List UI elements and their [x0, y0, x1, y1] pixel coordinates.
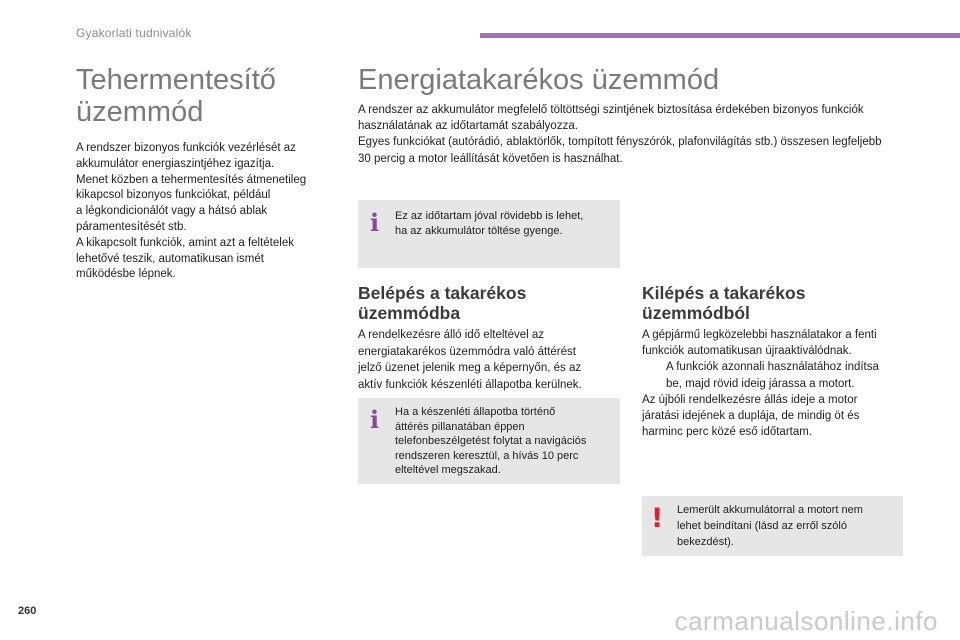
enter-section-body: A rendelkezésre álló idő elteltével az energiatakarékos üzemmódra való áttérést jelző üzenet jelenik meg a képernyőn, és az aktív funkciók készenléti állapotba kerülnek. [358, 329, 582, 391]
left-column [76, 64, 326, 283]
header-accent-bar [480, 33, 960, 38]
warning-box [642, 496, 903, 556]
page-number: 260 [18, 605, 37, 617]
section-title: Gyakorlati tudnivalók [76, 26, 192, 40]
exit-section-body [642, 327, 912, 440]
info-box-text: Ha a készenléti állapotba történő áttérés pillanatában éppen telefonbeszélgetést folytat a navigációs rendszeren keresztül, a hívás 10 perc elteltével megszakad. [395, 406, 587, 477]
watermark: carmanualsonline.info [674, 606, 938, 636]
info-icon: i [370, 405, 380, 434]
exit-bullet-text: A funkciók azonnali használatához indítsa be, majd rövid ideig járassa a motort. [666, 361, 879, 390]
exit-section-title: Kilépés a takarékos üzemmódból [642, 283, 806, 323]
warning-icon: ! [651, 503, 664, 534]
bullet-marker [642, 359, 666, 391]
left-title-line1: Tehermentesítő [76, 64, 276, 96]
exit-bullet [642, 359, 912, 391]
exit-para-1: A gépjármű legközelebbi használatakor a fenti funkciók automatikusan újraaktiválódnak. [642, 329, 877, 358]
intro-text: A rendszer az akkumulátor megfelelő töltöttségi szintjének biztosítása érdekében bizonyos funkciók használatának az időtartamát szabályozza. Egyes funkciókat (autórádió, ablaktörlők, tompított fényszórók, plafonvilágítás stb.) összesen legfeljebb 30 percig a motor leállítását követően is használhat. [358, 104, 882, 165]
enter-section-title: Belépés a takarékos üzemmódba [358, 283, 527, 323]
warning-text: Lemerült akkumulátorral a motort nem lehet beindítani (lásd az erről szóló bekezdést). [677, 504, 863, 548]
info-box-text: Ez az időtartam jóval rövidebb is lehet, ha az akkumulátor töltése gyenge. [395, 210, 584, 237]
page-title: Energiatakarékos üzemmód [358, 64, 720, 96]
exit-para-2: Az újbóli rendelkezésre állás ideje a motor járatási idejének a duplája, de mindig öt és harminc perc közé eső időtartam. [642, 393, 860, 439]
info-icon: i [370, 208, 380, 237]
info-box-battery [358, 200, 620, 268]
left-title-line2: üzemmód [76, 96, 204, 128]
info-box-phone [358, 398, 620, 484]
left-body: A rendszer bizonyos funkciók vezérlését az akkumulátor energiaszintjéhez igazítja. Menet közben a tehermentesítés átmenetileg kikapcsol bizonyos funkciókat, például a légkondicionálót vagy a hátsó ablak páramentesítését stb. A kikapcsolt funkciók, amint azt a feltételek lehetővé teszik, automatikusan ismét működésbe lépnek. [76, 142, 307, 281]
